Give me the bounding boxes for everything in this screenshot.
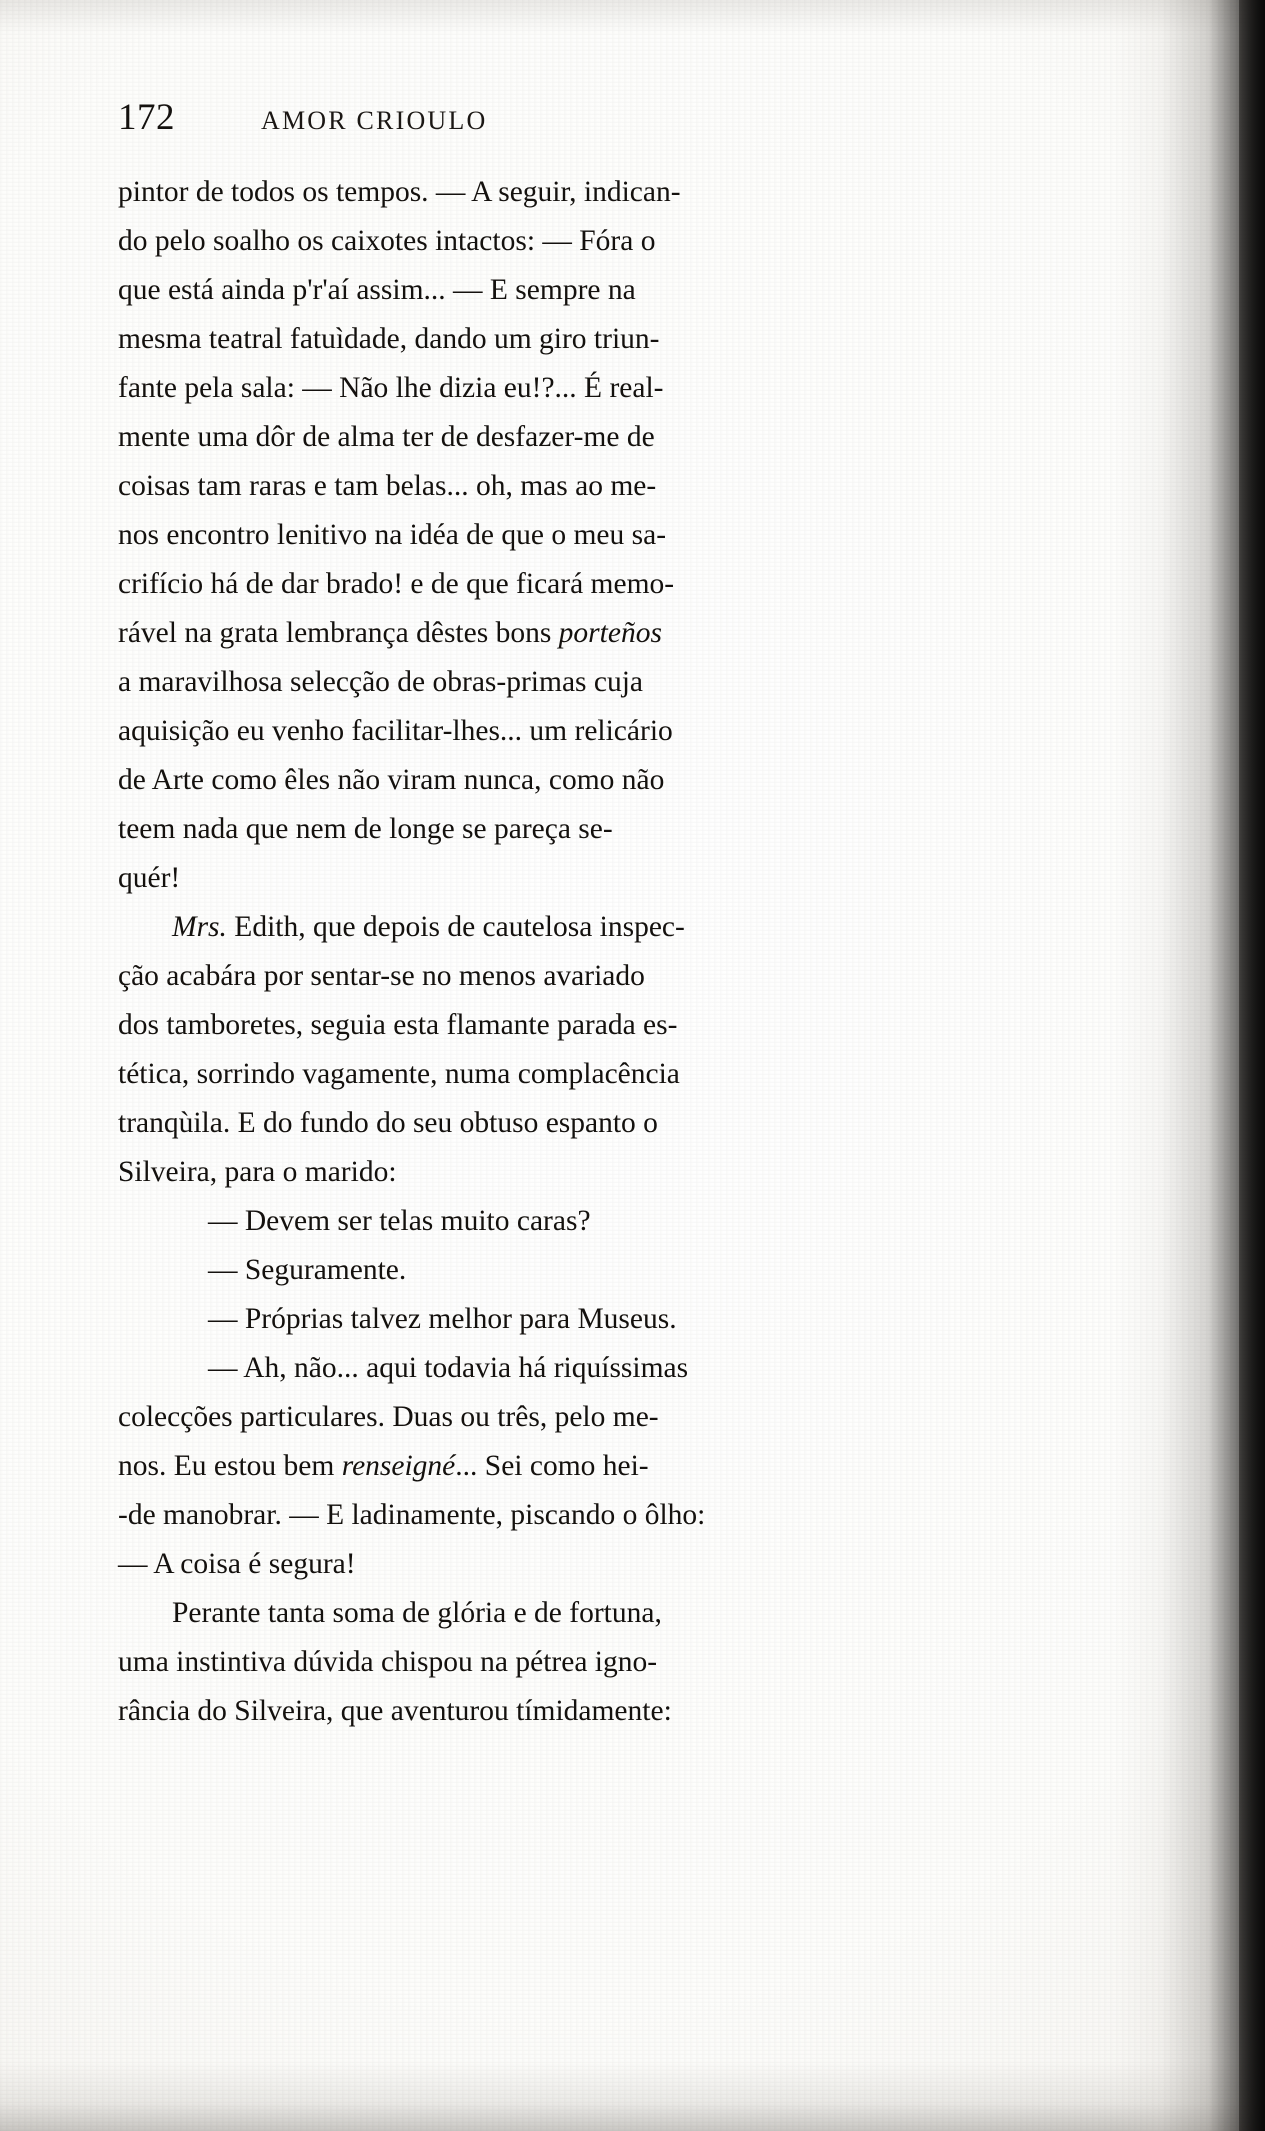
paragraph-line	[118, 658, 946, 707]
text-line: — Devem ser telas muito caras?	[208, 1205, 591, 1237]
text-line: colecções particulares. Duas ou três, pelo me-	[118, 1401, 659, 1433]
paragraph-line	[118, 315, 946, 364]
paragraph-line	[118, 266, 946, 315]
page-number: 172	[118, 97, 175, 138]
paragraph-line	[118, 462, 946, 511]
text-line-plain: nos. Eu estou bem	[118, 1450, 342, 1482]
text-line: quér!	[118, 862, 181, 894]
paragraph-line	[118, 1491, 946, 1540]
dialogue-line	[118, 1295, 946, 1344]
text-line: -de manobrar. — E ladinamente, piscando o ôlho:	[118, 1499, 706, 1531]
paragraph-line	[118, 1393, 946, 1442]
italic-word: porteños	[558, 617, 662, 649]
text-line: de Arte como êles não viram nunca, como não	[118, 764, 665, 796]
paragraph-line	[118, 1099, 946, 1148]
paragraph-line	[118, 707, 946, 756]
italic-word: renseigné	[341, 1450, 456, 1482]
page-header	[118, 96, 1058, 152]
text-line-plain: Edith, que depois de cautelosa inspec-	[226, 911, 685, 943]
text-line: rância do Silveira, que aventurou tímidamente:	[118, 1695, 672, 1727]
dialogue-line	[118, 1197, 946, 1246]
dialogue-line	[118, 1540, 946, 1589]
paragraph-line	[118, 854, 946, 903]
paragraph-line	[118, 609, 946, 658]
text-line: uma instintiva dúvida chispou na pétrea igno-	[118, 1646, 658, 1678]
paragraph-line	[118, 511, 946, 560]
text-line-plain: rável na grata lembrança dêstes bons	[118, 617, 559, 649]
text-line-with-italic	[118, 1450, 649, 1482]
paragraph-line	[118, 364, 946, 413]
text-line: dos tamboretes, seguia esta flamante parada es-	[118, 1009, 678, 1041]
text-line-with-italic	[172, 911, 685, 943]
italic-word: Mrs.	[172, 911, 227, 943]
running-head: AMOR CRIOULO	[261, 106, 488, 135]
text-line: coisas tam raras e tam belas... oh, mas ao me-	[118, 470, 657, 502]
dialogue-line	[118, 1344, 946, 1393]
page-content	[118, 96, 1058, 1736]
paragraph-line	[118, 1442, 946, 1491]
body-text	[118, 168, 946, 1736]
paragraph-line	[118, 413, 946, 462]
text-line: tética, sorrindo vagamente, numa complacência	[118, 1058, 680, 1090]
text-line: teem nada que nem de longe se pareça se-	[118, 813, 613, 845]
paragraph-line	[118, 1148, 946, 1197]
dialogue-line	[118, 1246, 946, 1295]
page-edge-dark	[1239, 0, 1265, 2131]
paragraph-line	[118, 1638, 946, 1687]
paragraph-line	[118, 1001, 946, 1050]
text-line: a maravilhosa selecção de obras-primas cuja	[118, 666, 644, 698]
paragraph-line	[118, 1050, 946, 1099]
text-line: — Próprias talvez melhor para Museus.	[208, 1303, 677, 1335]
text-line: — Seguramente.	[208, 1254, 407, 1286]
text-line: mente uma dôr de alma ter de desfazer-me de	[118, 421, 655, 453]
text-line: Silveira, para o marido:	[118, 1156, 397, 1188]
page-top-shadow	[0, 0, 1265, 34]
text-line: — Ah, não... aqui todavia há riquíssimas	[208, 1352, 689, 1384]
paragraph-line	[118, 952, 946, 1001]
page-gutter-shadow	[1115, 0, 1265, 2131]
text-line: tranqùila. E do fundo do seu obtuso espanto o	[118, 1107, 658, 1139]
text-line-plain: ... Sei como hei-	[455, 1450, 649, 1482]
text-line: fante pela sala: — Não lhe dizia eu!?... É real-	[118, 372, 664, 404]
text-line: crifício há de dar brado! e de que ficará memo-	[118, 568, 675, 600]
paragraph-line	[118, 560, 946, 609]
paragraph-line	[118, 805, 946, 854]
text-line: do pelo soalho os caixotes intactos: — Fóra o	[118, 225, 656, 257]
paragraph-line	[118, 756, 946, 805]
text-line: que está ainda p'r'aí assim... — E sempre na	[118, 274, 636, 306]
text-line: mesma teatral fatuìdade, dando um giro triun-	[118, 323, 660, 355]
page-bottom-shadow	[0, 2061, 1265, 2131]
paragraph-line	[118, 217, 946, 266]
text-line: aquisição eu venho facilitar-lhes... um relicário	[118, 715, 673, 747]
text-line-with-italic	[118, 617, 662, 649]
paragraph-line	[118, 1687, 946, 1736]
paragraph	[118, 168, 946, 217]
text-line: pintor de todos os tempos. — A seguir, indican-	[118, 176, 681, 208]
text-line: Perante tanta soma de glória e de fortuna,	[172, 1597, 662, 1629]
paragraph-line	[118, 903, 946, 952]
paragraph-line	[118, 1589, 946, 1638]
text-line: nos encontro lenitivo na idéa de que o meu sa-	[118, 519, 667, 551]
text-line: — A coisa é segura!	[118, 1548, 356, 1580]
text-line: ção acabára por sentar-se no menos avariado	[118, 960, 645, 992]
